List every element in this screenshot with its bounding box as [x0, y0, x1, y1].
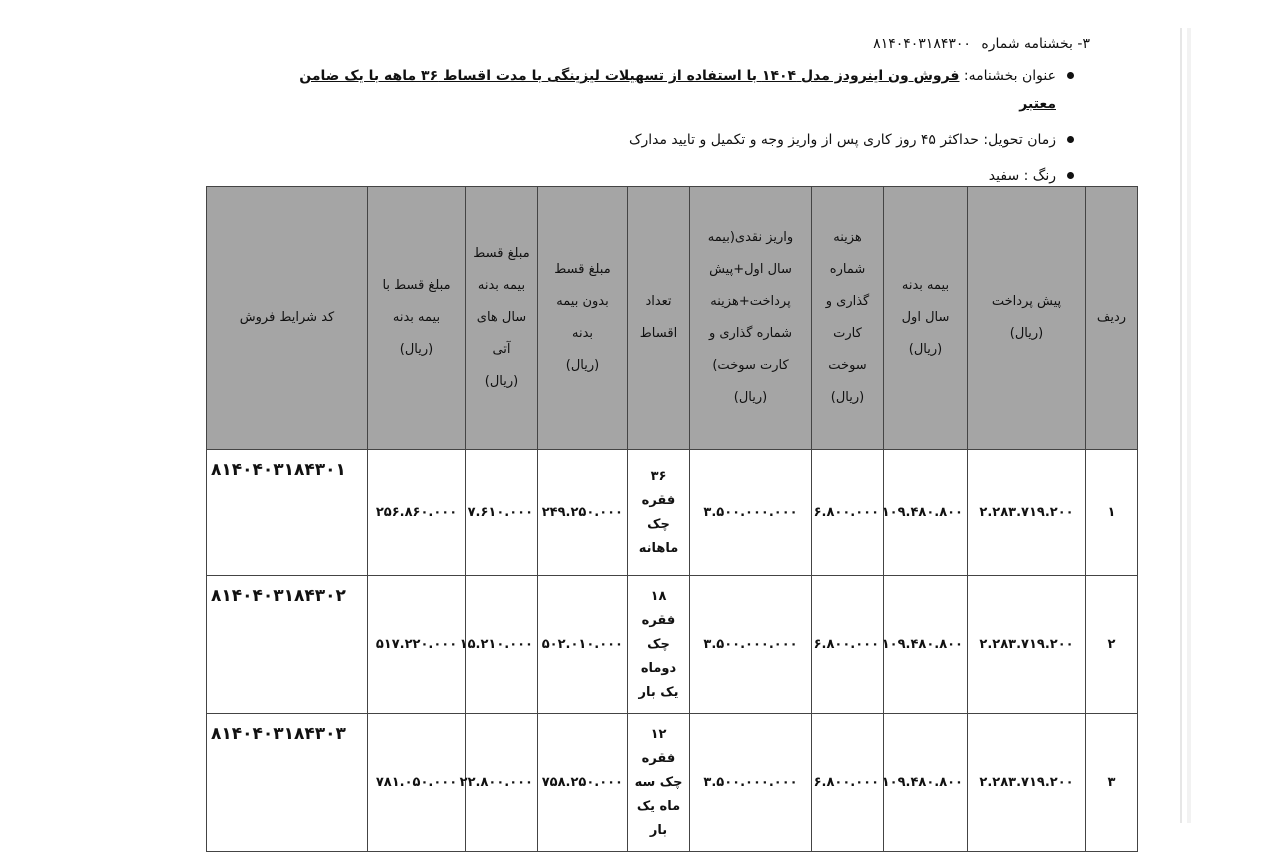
sale-code: ۸۱۴۰۴۰۳۱۸۴۳۰۲ [211, 586, 346, 606]
table-row [207, 714, 1138, 852]
table-row [207, 450, 1138, 576]
cell-installment-count: ۱۲ فقره چک سه ماه یک بار [628, 714, 690, 852]
cell-sale-code [207, 576, 368, 714]
section-title [260, 34, 1090, 54]
cell-installment-future-insurance: ۷.۶۱۰.۰۰۰ [466, 450, 538, 576]
section-number: ۳- [1077, 36, 1090, 52]
delivery-text: زمان تحویل: حداکثر ۴۵ روز کاری پس از واریز وجه و تکمیل و تایید مدارک [628, 132, 1056, 148]
header-prepayment: پیش پرداخت (ریال) [968, 187, 1086, 450]
subject-label: عنوان بخشنامه: [963, 68, 1056, 84]
cell-row-number: ۲ [1086, 576, 1138, 714]
cell-prepayment: ۲.۲۸۳.۷۱۹.۲۰۰ [968, 714, 1086, 852]
subject-text: فروش ون اینرودز مدل ۱۴۰۴ با استفاده از تسهیلات لیزینگی با مدت اقساط ۳۶ ماهه با یک ضامن معتبر [299, 68, 1056, 112]
cell-prepayment: ۲.۲۸۳.۷۱۹.۲۰۰ [968, 576, 1086, 714]
page-edge [1180, 28, 1182, 823]
circular-header [260, 34, 1090, 198]
cell-sale-code [207, 450, 368, 576]
header-installment-no-insurance: مبلغ قسط بدون بیمه بدنه (ریال) [538, 187, 628, 450]
section-label: بخشنامه شماره [981, 36, 1073, 52]
cell-installment-future-insurance: ۱۵.۲۱۰.۰۰۰ [466, 576, 538, 714]
sale-code: ۸۱۴۰۴۰۳۱۸۴۳۰۱ [211, 460, 346, 480]
cell-row-number: ۳ [1086, 714, 1138, 852]
table-header [207, 187, 1138, 450]
cell-installment-with-insurance: ۵۱۷.۲۲۰.۰۰۰ [368, 576, 466, 714]
sale-code: ۸۱۴۰۴۰۳۱۸۴۳۰۳ [211, 724, 346, 744]
circular-details-list [260, 62, 1090, 190]
cell-sale-code [207, 714, 368, 852]
cell-insurance: ۱۰۹.۴۸۰.۸۰۰ [884, 450, 968, 576]
cell-cash-deposit: ۳.۵۰۰.۰۰۰.۰۰۰ [690, 576, 812, 714]
sales-conditions-table [206, 186, 1138, 852]
cell-plate-fee: ۶.۸۰۰.۰۰۰ [812, 714, 884, 852]
header-installment-with-insurance: مبلغ قسط با بیمه بدنه (ریال) [368, 187, 466, 450]
circular-number: ۸۱۴۰۴۰۳۱۸۴۳۰۰ [873, 36, 971, 52]
header-plate-fee: هزینه شماره گذاری و کارت سوخت (ریال) [812, 187, 884, 450]
header-cash-deposit: واریز نقدی(بیمه سال اول+پیش پرداخت+هزینه شماره گذاری و کارت سوخت) (ریال) [690, 187, 812, 450]
cell-cash-deposit: ۳.۵۰۰.۰۰۰.۰۰۰ [690, 714, 812, 852]
cell-plate-fee: ۶.۸۰۰.۰۰۰ [812, 450, 884, 576]
table-row [207, 576, 1138, 714]
cell-installment-count: ۳۶ فقره چک ماهانه [628, 450, 690, 576]
color-text: رنگ : سفید [988, 168, 1056, 184]
page-edge-shadow [1187, 28, 1191, 823]
header-installment-future-insurance: مبلغ قسط بیمه بدنه سال های آتی (ریال) [466, 187, 538, 450]
header-row: ردیف [1086, 187, 1138, 450]
cell-installment-no-insurance: ۷۵۸.۲۵۰.۰۰۰ [538, 714, 628, 852]
cell-installment-no-insurance: ۲۴۹.۲۵۰.۰۰۰ [538, 450, 628, 576]
list-item-subject [260, 62, 1090, 118]
header-sale-code: کد شرایط فروش [207, 187, 368, 450]
cell-installment-no-insurance: ۵۰۲.۰۱۰.۰۰۰ [538, 576, 628, 714]
list-item-delivery [260, 126, 1090, 154]
cell-installment-with-insurance: ۲۵۶.۸۶۰.۰۰۰ [368, 450, 466, 576]
header-insurance: بیمه بدنه سال اول (ریال) [884, 187, 968, 450]
header-installment-count: تعداد اقساط [628, 187, 690, 450]
cell-cash-deposit: ۳.۵۰۰.۰۰۰.۰۰۰ [690, 450, 812, 576]
cell-insurance: ۱۰۹.۴۸۰.۸۰۰ [884, 714, 968, 852]
cell-installment-with-insurance: ۷۸۱.۰۵۰.۰۰۰ [368, 714, 466, 852]
cell-installment-future-insurance: ۲۲.۸۰۰.۰۰۰ [466, 714, 538, 852]
cell-installment-count: ۱۸ فقره چک دوماه یک بار [628, 576, 690, 714]
cell-plate-fee: ۶.۸۰۰.۰۰۰ [812, 576, 884, 714]
table-body [207, 450, 1138, 852]
cell-row-number: ۱ [1086, 450, 1138, 576]
cell-prepayment: ۲.۲۸۳.۷۱۹.۲۰۰ [968, 450, 1086, 576]
cell-insurance: ۱۰۹.۴۸۰.۸۰۰ [884, 576, 968, 714]
